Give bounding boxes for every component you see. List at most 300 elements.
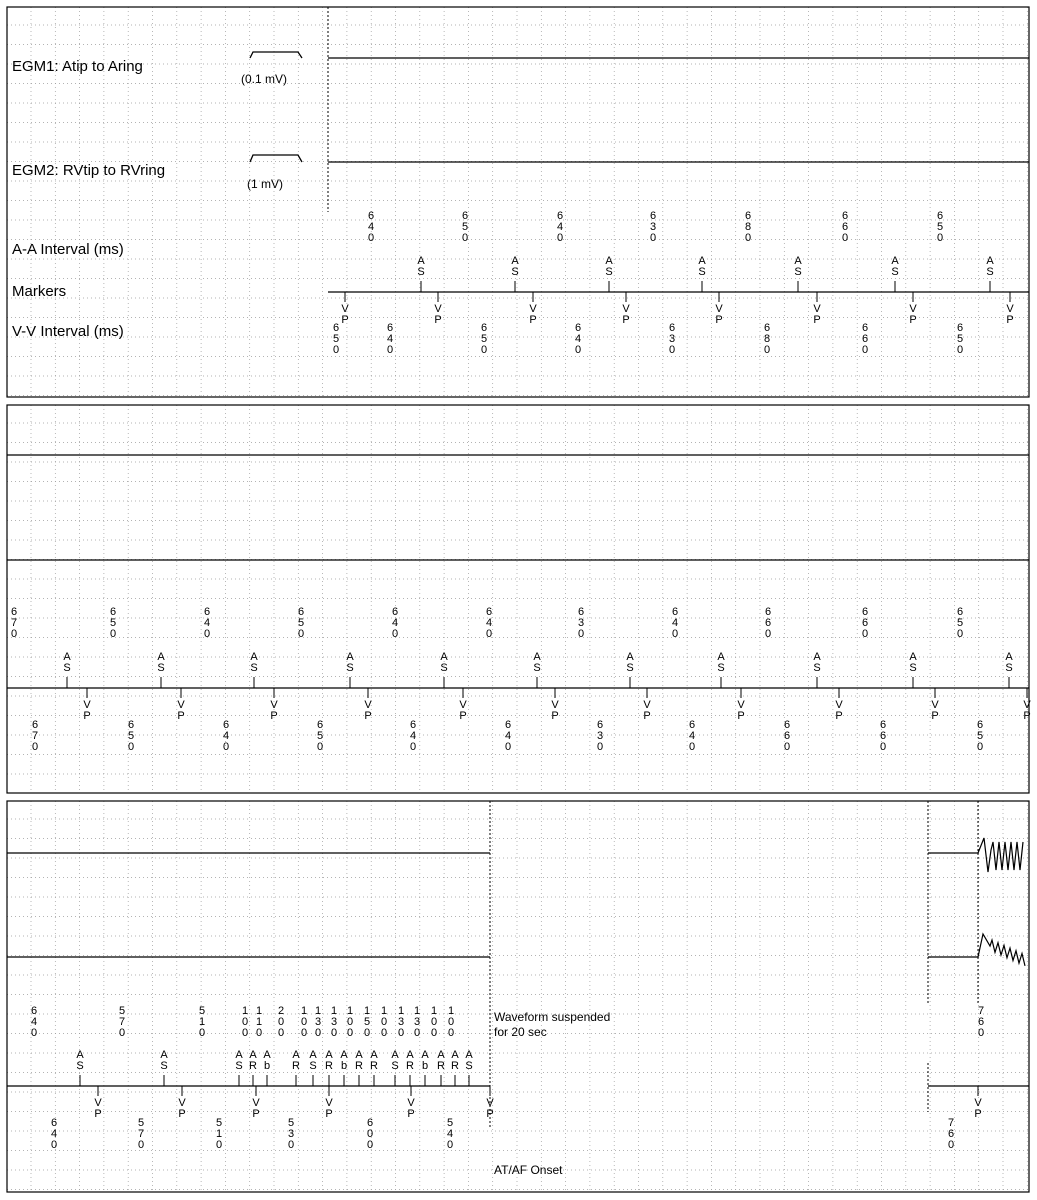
atrial-marker-char: S xyxy=(63,662,71,674)
atrial-marker-char: A xyxy=(309,1049,317,1061)
vv-interval-value xyxy=(575,322,581,356)
atrial-marker-char: S xyxy=(417,266,425,278)
aa-interval-value xyxy=(431,1005,437,1039)
atrial-marker xyxy=(626,651,634,674)
aa-interval-value xyxy=(957,606,963,640)
ventricular-marker-char: V xyxy=(177,699,185,711)
atrial-marker xyxy=(813,651,821,674)
vv-interval-value-char: 6 xyxy=(50,1117,58,1129)
aa-interval-value xyxy=(298,606,304,640)
ventricular-marker xyxy=(813,303,821,326)
atrial-marker-char: A xyxy=(355,1049,363,1061)
aa-interval-value-char: 6 xyxy=(861,606,869,618)
aa-interval-value-char: 4 xyxy=(485,617,493,629)
atrial-marker xyxy=(437,1049,445,1072)
atrial-marker-char: R xyxy=(370,1060,378,1072)
ventricular-marker-char: V xyxy=(715,303,723,315)
aa-interval-value-char: 1 xyxy=(330,1005,338,1017)
aa-interval-value-char: 3 xyxy=(330,1016,338,1028)
atrial-marker-char: A xyxy=(157,651,165,663)
ventricular-marker-char: P xyxy=(813,314,821,326)
aa-interval-value-char: 6 xyxy=(10,606,18,618)
aa-interval-value-char: 7 xyxy=(118,1016,126,1028)
vv-interval-value xyxy=(387,322,393,356)
aa-interval-value-char: 0 xyxy=(297,628,305,640)
atrial-marker-char: A xyxy=(986,255,994,267)
aa-interval-value-char: 6 xyxy=(485,606,493,618)
egm2-af-signal xyxy=(978,934,1025,966)
ventricular-marker-char: V xyxy=(94,1097,102,1109)
vv-interval-value-char: 4 xyxy=(446,1128,454,1140)
vv-interval-value-char: 0 xyxy=(215,1139,223,1151)
aa-interval-label: A-A Interval (ms) xyxy=(12,241,124,258)
atrial-marker-char: A xyxy=(370,1049,378,1061)
egm2-scale-label: (1 mV) xyxy=(247,177,283,191)
atrial-marker-char: b xyxy=(263,1060,271,1072)
aa-interval-value-char: 5 xyxy=(461,221,469,233)
ventricular-marker-char: P xyxy=(931,710,939,722)
vv-interval-value xyxy=(32,719,38,753)
atrial-marker xyxy=(309,1049,317,1072)
egm1-calibration-pulse xyxy=(250,52,302,58)
ventricular-marker xyxy=(252,1097,260,1120)
ventricular-marker xyxy=(622,303,630,326)
aa-interval-value-char: 3 xyxy=(577,617,585,629)
aa-interval-value-char: 1 xyxy=(346,1005,354,1017)
atrial-marker-char: A xyxy=(391,1049,399,1061)
atrial-marker-char: A xyxy=(250,651,258,663)
ventricular-marker xyxy=(551,699,559,722)
ventricular-marker-char: P xyxy=(407,1108,415,1120)
vv-interval-value-char: 0 xyxy=(316,741,324,753)
aa-interval-value-char: 6 xyxy=(764,606,772,618)
aa-interval-value-char: 4 xyxy=(30,1016,38,1028)
aa-interval-value-char: 0 xyxy=(461,232,469,244)
vv-interval-value-char: 6 xyxy=(596,719,604,731)
atrial-marker-char: R xyxy=(355,1060,363,1072)
atrial-marker-char: S xyxy=(986,266,994,278)
aa-interval-value-char: 0 xyxy=(764,628,772,640)
atrial-marker xyxy=(465,1049,473,1072)
vv-interval-value-char: 0 xyxy=(31,741,39,753)
aa-interval-value xyxy=(765,606,771,640)
vv-interval-value-char: 3 xyxy=(596,730,604,742)
ventricular-marker xyxy=(486,1097,494,1120)
aa-interval-value-char: 4 xyxy=(556,221,564,233)
atrial-marker xyxy=(511,255,519,278)
vv-interval-value xyxy=(317,719,323,753)
aa-interval-value xyxy=(301,1005,307,1039)
ventricular-marker-char: V xyxy=(459,699,467,711)
aa-interval-value xyxy=(204,606,210,640)
aa-interval-value-char: 0 xyxy=(936,232,944,244)
vv-interval-value-char: 0 xyxy=(947,1139,955,1151)
aa-interval-value-char: 0 xyxy=(255,1027,263,1039)
atrial-marker-char: b xyxy=(340,1060,348,1072)
aa-interval-value xyxy=(448,1005,454,1039)
ventricular-marker xyxy=(270,699,278,722)
ventricular-marker-char: V xyxy=(974,1097,982,1109)
aa-interval-value-char: 6 xyxy=(109,606,117,618)
vv-interval-value-char: 0 xyxy=(50,1139,58,1151)
aa-interval-value-char: 0 xyxy=(346,1027,354,1039)
ventricular-marker-char: P xyxy=(270,710,278,722)
aa-interval-value-char: 0 xyxy=(744,232,752,244)
ventricular-marker-char: V xyxy=(737,699,745,711)
aa-interval-value-char: 0 xyxy=(300,1016,308,1028)
aa-interval-value-char: 0 xyxy=(241,1016,249,1028)
ventricular-marker-char: V xyxy=(325,1097,333,1109)
aa-interval-value-char: 6 xyxy=(841,221,849,233)
atrial-marker-char: A xyxy=(325,1049,333,1061)
atrial-marker-char: S xyxy=(813,662,821,674)
ventricular-marker-char: V xyxy=(270,699,278,711)
atrial-marker-char: A xyxy=(533,651,541,663)
atrial-marker-char: S xyxy=(698,266,706,278)
atrial-marker-char: b xyxy=(421,1060,429,1072)
ventricular-marker-char: V xyxy=(178,1097,186,1109)
atrial-marker-char: A xyxy=(451,1049,459,1061)
atrial-marker-char: A xyxy=(626,651,634,663)
aa-interval-value xyxy=(486,606,492,640)
waveform-suspended-line1: Waveform suspended xyxy=(494,1010,611,1024)
atrial-marker-char: A xyxy=(465,1049,473,1061)
aa-interval-value-char: 0 xyxy=(203,628,211,640)
vv-interval-value-char: 0 xyxy=(879,741,887,753)
vv-interval-value-char: 0 xyxy=(976,741,984,753)
vv-interval-value xyxy=(880,719,886,753)
vv-interval-value-char: 6 xyxy=(861,322,869,334)
aa-interval-value xyxy=(398,1005,404,1039)
vv-interval-value xyxy=(862,322,868,356)
ventricular-marker xyxy=(178,1097,186,1120)
aa-interval-value-char: 6 xyxy=(367,210,375,222)
atrial-marker xyxy=(698,255,706,278)
atrial-marker-char: A xyxy=(891,255,899,267)
aa-interval-value-char: 6 xyxy=(577,606,585,618)
atrial-marker xyxy=(249,1049,257,1072)
atrial-marker-char: S xyxy=(235,1060,243,1072)
aa-interval-value xyxy=(745,210,751,244)
aa-interval-value xyxy=(119,1005,125,1039)
atrial-marker xyxy=(717,651,725,674)
atrial-marker-char: A xyxy=(421,1049,429,1061)
ventricular-marker xyxy=(529,303,537,326)
aa-interval-value-char: 6 xyxy=(744,210,752,222)
vv-interval-value xyxy=(138,1117,144,1151)
atrial-marker-char: A xyxy=(406,1049,414,1061)
atrial-marker-char: A xyxy=(76,1049,84,1061)
aa-interval-value-char: 6 xyxy=(977,1016,985,1028)
vv-interval-value-char: 6 xyxy=(31,719,39,731)
atrial-marker-char: S xyxy=(626,662,634,674)
atrial-marker-char: A xyxy=(909,651,917,663)
aa-interval-value-char: 1 xyxy=(380,1005,388,1017)
aa-interval-value-char: 3 xyxy=(397,1016,405,1028)
vv-interval-value xyxy=(764,322,770,356)
aa-interval-value-char: 5 xyxy=(363,1016,371,1028)
aa-interval-value-char: 7 xyxy=(10,617,18,629)
vv-interval-value-char: 6 xyxy=(386,322,394,334)
vv-interval-value xyxy=(957,322,963,356)
ventricular-marker-char: V xyxy=(341,303,349,315)
ventricular-marker-char: P xyxy=(83,710,91,722)
atrial-marker xyxy=(909,651,917,674)
atrial-marker-char: A xyxy=(249,1049,257,1061)
ventricular-marker xyxy=(1023,699,1031,722)
vv-interval-value xyxy=(128,719,134,753)
aa-interval-value-char: 4 xyxy=(391,617,399,629)
aa-interval-value-char: 0 xyxy=(447,1027,455,1039)
atrial-marker-char: S xyxy=(1005,662,1013,674)
aa-interval-value xyxy=(315,1005,321,1039)
atrial-marker-char: R xyxy=(292,1060,300,1072)
atrial-marker-char: A xyxy=(160,1049,168,1061)
aa-interval-value-char: 1 xyxy=(255,1005,263,1017)
atrial-marker-char: S xyxy=(891,266,899,278)
atrial-marker xyxy=(605,255,613,278)
vv-interval-value-char: 6 xyxy=(668,322,676,334)
atrial-marker-char: S xyxy=(440,662,448,674)
panel-1-frame xyxy=(7,7,1029,397)
atrial-marker-char: A xyxy=(813,651,821,663)
aa-interval-value-char: 4 xyxy=(203,617,211,629)
ventricular-marker xyxy=(94,1097,102,1120)
atrial-marker xyxy=(250,651,258,674)
aa-interval-value-char: 0 xyxy=(109,628,117,640)
vv-interval-value-char: 6 xyxy=(332,322,340,334)
aa-interval-value xyxy=(650,210,656,244)
vv-interval-value-char: 0 xyxy=(386,344,394,356)
vv-interval-value-char: 0 xyxy=(668,344,676,356)
aa-interval-value-char: 0 xyxy=(447,1016,455,1028)
vv-interval-value xyxy=(447,1117,453,1151)
vv-interval-value xyxy=(410,719,416,753)
panel-3-frame xyxy=(7,801,1029,1192)
ventricular-marker-char: V xyxy=(931,699,939,711)
atrial-marker-char: S xyxy=(717,662,725,674)
egm1-af-signal xyxy=(978,838,1023,872)
atrial-marker xyxy=(63,651,71,674)
atrial-marker-char: A xyxy=(511,255,519,267)
atrial-marker xyxy=(533,651,541,674)
atrial-marker-char: S xyxy=(794,266,802,278)
aa-interval-value-char: 6 xyxy=(30,1005,38,1017)
ventricular-marker-char: P xyxy=(835,710,843,722)
ventricular-marker xyxy=(177,699,185,722)
aa-interval-value-char: 4 xyxy=(367,221,375,233)
atrial-marker xyxy=(346,651,354,674)
atrial-marker-char: A xyxy=(235,1049,243,1061)
atrial-marker-char: A xyxy=(717,651,725,663)
vv-interval-value xyxy=(223,719,229,753)
aa-interval-value-char: 1 xyxy=(314,1005,322,1017)
vv-interval-value-char: 4 xyxy=(504,730,512,742)
aa-interval-value-char: 6 xyxy=(936,210,944,222)
aa-interval-value-char: 0 xyxy=(430,1016,438,1028)
egm2-label: EGM2: RVtip to RVring xyxy=(12,162,166,179)
atrial-marker xyxy=(794,255,802,278)
vv-interval-value xyxy=(597,719,603,753)
aa-interval-value-char: 6 xyxy=(461,210,469,222)
ventricular-marker xyxy=(909,303,917,326)
aa-interval-value-char: 1 xyxy=(255,1016,263,1028)
vv-interval-value-char: 5 xyxy=(287,1117,295,1129)
atrial-marker-char: R xyxy=(437,1060,445,1072)
vv-interval-value-char: 6 xyxy=(127,719,135,731)
ventricular-marker-char: V xyxy=(909,303,917,315)
aa-interval-value xyxy=(199,1005,205,1039)
aa-interval-value-char: 0 xyxy=(367,232,375,244)
vv-interval-value-char: 6 xyxy=(688,719,696,731)
vv-interval-value-char: 0 xyxy=(127,741,135,753)
ventricular-marker-char: V xyxy=(407,1097,415,1109)
aa-interval-value-char: 1 xyxy=(300,1005,308,1017)
vv-interval-value-char: 8 xyxy=(763,333,771,345)
ventricular-marker-char: P xyxy=(715,314,723,326)
vv-interval-value-char: 6 xyxy=(861,333,869,345)
aa-interval-value-char: 0 xyxy=(198,1027,206,1039)
markers-label: Markers xyxy=(12,283,67,300)
ventricular-marker-char: V xyxy=(252,1097,260,1109)
at-af-onset-label: AT/AF Onset xyxy=(494,1163,563,1177)
vv-interval-value-char: 0 xyxy=(956,344,964,356)
aa-interval-value-char: 5 xyxy=(118,1005,126,1017)
ventricular-marker-char: P xyxy=(622,314,630,326)
atrial-marker xyxy=(451,1049,459,1072)
atrial-marker xyxy=(355,1049,363,1072)
ventricular-marker-char: V xyxy=(1006,303,1014,315)
vv-interval-value xyxy=(367,1117,373,1151)
aa-interval-value-char: 0 xyxy=(10,628,18,640)
atrial-marker xyxy=(235,1049,243,1072)
aa-interval-value-char: 5 xyxy=(956,617,964,629)
atrial-marker xyxy=(76,1049,84,1072)
vv-interval-value-char: 6 xyxy=(879,719,887,731)
vv-interval-value-char: 0 xyxy=(409,741,417,753)
ventricular-marker-char: P xyxy=(486,1108,494,1120)
vv-interval-value-char: 0 xyxy=(574,344,582,356)
vv-interval-value-char: 4 xyxy=(688,730,696,742)
ventricular-marker xyxy=(737,699,745,722)
aa-interval-value-char: 6 xyxy=(841,210,849,222)
egm1-scale-label: (0.1 mV) xyxy=(241,72,288,86)
vv-interval-value-char: 6 xyxy=(976,719,984,731)
aa-interval-value xyxy=(392,606,398,640)
atrial-marker-char: S xyxy=(250,662,258,674)
vv-interval-value-char: 6 xyxy=(222,719,230,731)
waveform-suspended-line2: for 20 sec xyxy=(494,1025,547,1039)
ventricular-marker-char: P xyxy=(434,314,442,326)
aa-interval-value-char: 6 xyxy=(203,606,211,618)
aa-interval-value-char: 6 xyxy=(764,617,772,629)
ventricular-marker xyxy=(931,699,939,722)
ventricular-marker-char: V xyxy=(434,303,442,315)
vv-interval-value-char: 4 xyxy=(574,333,582,345)
aa-interval-value-char: 0 xyxy=(841,232,849,244)
atrial-marker-char: A xyxy=(437,1049,445,1061)
vv-interval-value-char: 0 xyxy=(332,344,340,356)
aa-interval-value-char: 1 xyxy=(241,1005,249,1017)
aa-interval-value-char: 0 xyxy=(330,1027,338,1039)
atrial-marker xyxy=(406,1049,414,1072)
aa-interval-value xyxy=(462,210,468,244)
aa-interval-value-char: 6 xyxy=(671,606,679,618)
ventricular-marker-char: P xyxy=(1023,710,1031,722)
atrial-marker-char: S xyxy=(76,1060,84,1072)
ventricular-marker xyxy=(1006,303,1014,326)
vv-interval-value-char: 6 xyxy=(783,719,791,731)
atrial-marker-char: S xyxy=(160,1060,168,1072)
vv-interval-value-char: 4 xyxy=(50,1128,58,1140)
ventricular-marker-char: V xyxy=(551,699,559,711)
aa-interval-value-char: 3 xyxy=(314,1016,322,1028)
vv-interval-value-char: 0 xyxy=(688,741,696,753)
atrial-marker xyxy=(417,255,425,278)
aa-interval-value-char: 0 xyxy=(430,1027,438,1039)
atrial-marker-char: R xyxy=(451,1060,459,1072)
atrial-marker xyxy=(370,1049,378,1072)
aa-interval-value-char: 3 xyxy=(649,221,657,233)
ventricular-marker-char: V xyxy=(643,699,651,711)
aa-interval-value-char: 0 xyxy=(346,1016,354,1028)
atrial-marker-char: A xyxy=(417,255,425,267)
aa-interval-value-char: 3 xyxy=(413,1016,421,1028)
ventricular-marker-char: P xyxy=(364,710,372,722)
aa-interval-value-char: 5 xyxy=(109,617,117,629)
atrial-marker-char: S xyxy=(157,662,165,674)
aa-interval-value-char: 0 xyxy=(118,1027,126,1039)
ventricular-marker-char: P xyxy=(252,1108,260,1120)
ventricular-marker xyxy=(715,303,723,326)
aa-interval-value-char: 0 xyxy=(977,1027,985,1039)
ventricular-marker-char: V xyxy=(486,1097,494,1109)
vv-interval-value xyxy=(333,322,339,356)
atrial-marker-char: A xyxy=(263,1049,271,1061)
ventricular-marker-char: V xyxy=(529,303,537,315)
aa-interval-value-char: 0 xyxy=(30,1027,38,1039)
vv-interval-value-char: 5 xyxy=(137,1117,145,1129)
aa-interval-value-char: 0 xyxy=(391,628,399,640)
aa-interval-value xyxy=(578,606,584,640)
aa-interval-value-char: 6 xyxy=(861,617,869,629)
ventricular-marker-char: V xyxy=(364,699,372,711)
aa-interval-value xyxy=(381,1005,387,1039)
vv-interval-value-char: 0 xyxy=(480,344,488,356)
aa-interval-value-char: 1 xyxy=(430,1005,438,1017)
egm1-label: EGM1: Atip to Aring xyxy=(12,58,143,75)
atrial-marker-char: S xyxy=(465,1060,473,1072)
vv-interval-value-char: 0 xyxy=(366,1139,374,1151)
vv-interval-value-char: 6 xyxy=(480,322,488,334)
atrial-marker-char: S xyxy=(909,662,917,674)
vv-interval-value-char: 7 xyxy=(31,730,39,742)
vv-interval-value-char: 6 xyxy=(879,730,887,742)
aa-interval-value xyxy=(414,1005,420,1039)
vv-interval-value-char: 6 xyxy=(574,322,582,334)
ventricular-marker xyxy=(364,699,372,722)
aa-interval-value-char: 1 xyxy=(397,1005,405,1017)
vv-interval-value-char: 6 xyxy=(316,719,324,731)
vv-interval-value-char: 0 xyxy=(222,741,230,753)
aa-interval-value-char: 1 xyxy=(413,1005,421,1017)
vv-interval-value-char: 5 xyxy=(215,1117,223,1129)
ventricular-marker xyxy=(835,699,843,722)
aa-interval-value-char: 0 xyxy=(556,232,564,244)
vv-interval-value-char: 4 xyxy=(386,333,394,345)
ventricular-marker-char: P xyxy=(325,1108,333,1120)
ventricular-marker-char: V xyxy=(835,699,843,711)
